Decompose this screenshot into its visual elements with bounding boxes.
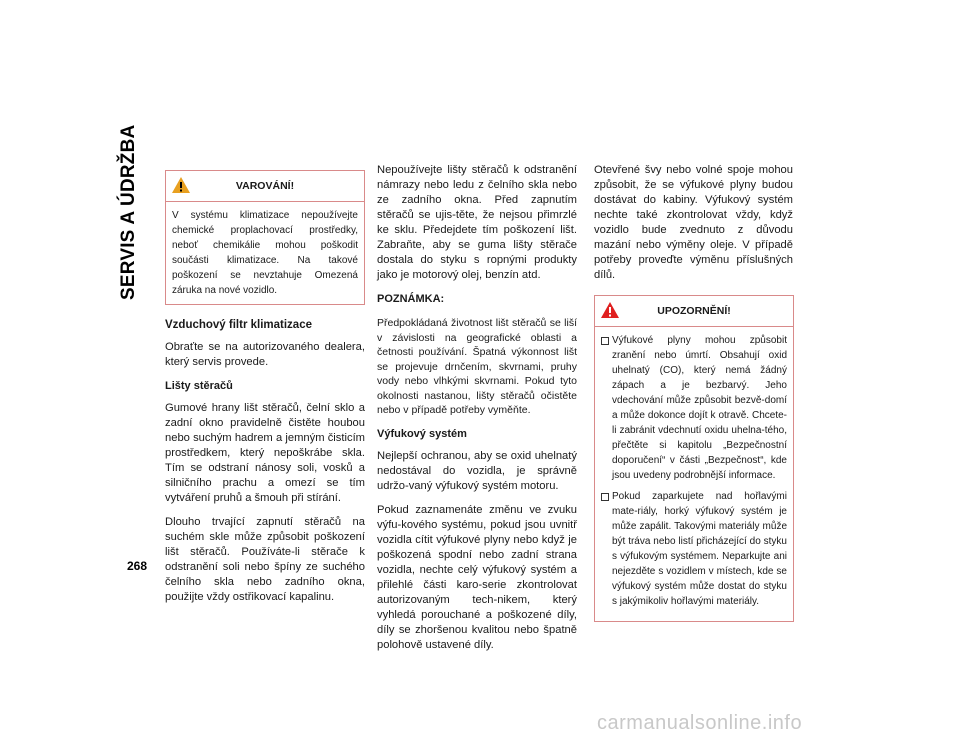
warning-box	[165, 170, 365, 305]
heading-air-filter: Vzduchový filtr klimatizace	[165, 319, 312, 331]
column-3	[594, 163, 793, 622]
square-bullet-icon	[601, 337, 609, 345]
caution-triangle-icon	[600, 301, 620, 319]
caution-list	[601, 333, 787, 609]
warning-triangle-icon	[171, 176, 191, 194]
paragraph: Nepoužívejte lišty stěračů k odstranění námrazy nebo ledu z čelního skla nebo ze zadního okna. Před zapnutím stěračů se ujis-těte, že nejsou přimrzlé ke sklu. Předejdete tím poškození lišt. Zabraňte, aby se guma lišty stěrače dostala do styku s ropnými produkty jako je motorový olej, benzín atd.	[377, 164, 577, 281]
caution-box	[594, 295, 794, 622]
square-bullet-icon	[601, 493, 609, 501]
paragraph: Nejlepší ochranou, aby se oxid uhelnatý nedostával do vozidla, je správně udržo-vaný výfukový systém motoru.	[377, 449, 577, 492]
warning-box-header	[166, 171, 364, 202]
page-number: 268	[127, 559, 148, 573]
caution-box-header	[595, 296, 793, 327]
column-1	[165, 170, 365, 614]
note-text: Předpokládaná životnost lišt stěračů se liší v závislosti na geografické oblasti a četnosti používání. Špatná výkonnost lišt se projevuje drnčením, skvrnami, pruhy vody nebo vlhkými skvrnami. Pokud tyto okolnosti nastanou, lišty stěračů očistěte nebo v případě potřeby vyměňte.	[377, 317, 577, 416]
caution-title: UPOZORNĚNÍ!	[657, 305, 731, 317]
paragraph: Pokud zaznamenáte změnu ve zvuku výfu-kového systému, pokud jsou uvnitř vozidla cítit výfukové plyny nebo když je poškozená spodní nebo zadní strana vozidla, nechte celý výfukový systém a přilehlé části karo-serie zkontrolovat autorizovaným tech-nikem, který vyhledá porouchané a poškozené díly, díly se zhoršenou kvalitou nebo špatně polohově ustavené díly.	[377, 503, 577, 651]
section-title-vertical: SERVIS A ÚDRŽBA	[118, 124, 139, 300]
paragraph: Otevřené švy nebo volné spoje mohou způsobit, že se výfukové plyny budou dostávat do kabiny. Výfukový systém nechte také zkontrolovat vždy, když vozidlo bude zvednuto z důvodu mazání nebo výměny oleje. V případě potřeby proveďte výměnu příslušných dílů.	[594, 164, 793, 281]
paragraph: Dlouho trvající zapnutí stěračů na suchém skle může způsobit poškození lišt stěračů. Používáte-li stěrače k odstranění soli nebo špíny ze suchého čelního skla nebo zadního okna, použijte vždy ostřikovací kapalinu.	[165, 516, 365, 603]
paragraph: Gumové hrany lišt stěračů, čelní sklo a zadní okno pravidelně čistěte houbou nebo suchým hadrem a jemným čisticím prostředkem, který nepoškrábe skla. Tím se odstraní nánosy soli, vosků a silničního prachu a omezí se tím vytváření pruhů a šmouh při stírání.	[165, 402, 365, 504]
paragraph: Obraťte se na autorizovaného dealera, který servis provede.	[165, 341, 365, 368]
list-item	[601, 333, 787, 483]
caution-body	[595, 327, 793, 621]
warning-title: VAROVÁNÍ!	[235, 180, 295, 192]
list-item-text: Výfukové plyny mohou způsobit zranění nebo úmrtí. Obsahují oxid uhelnatý (CO), který nemá žádný zápach a je bezbarvý. Jeho vdechování může způsobit bezvě-domí a může dokonce dojít k otravě. Chcete-li zabránit vdechnutí oxidu uhelna-tého, přečtěte si kapitolu „Bezpečnostní doporučení“ v části „Bezpečnost“, kde jsou uvedeny podrobnější informace.	[612, 335, 787, 481]
note-title: POZNÁMKA:	[377, 293, 445, 305]
list-item-text: Pokud zaparkujete nad hořlavými mate-riály, horký výfukový systém je může zapálit. Takovými materiály může být tráva nebo listí přicházející do styku s výfukovým systémem. Neparkujte ani nejezděte s vozidlem v místech, kde se výfukový systém může dostat do styku s jakýmikoliv hořlavými materiály.	[612, 491, 787, 607]
subheading-exhaust-system: Výfukový systém	[377, 427, 467, 440]
watermark: carmanualsonline.info	[597, 712, 803, 734]
warning-text: V systému klimatizace nepoužívejte chemické proplachovací prostředky, neboť chemikálie mohou poškodit součásti klimatizace. Na takové poškození se nevztahuje Omezená záruka na nové vozidlo.	[172, 210, 358, 296]
list-item	[601, 489, 787, 609]
column-2	[377, 163, 577, 662]
subheading-wiper-blades: Lišty stěračů	[165, 380, 233, 392]
